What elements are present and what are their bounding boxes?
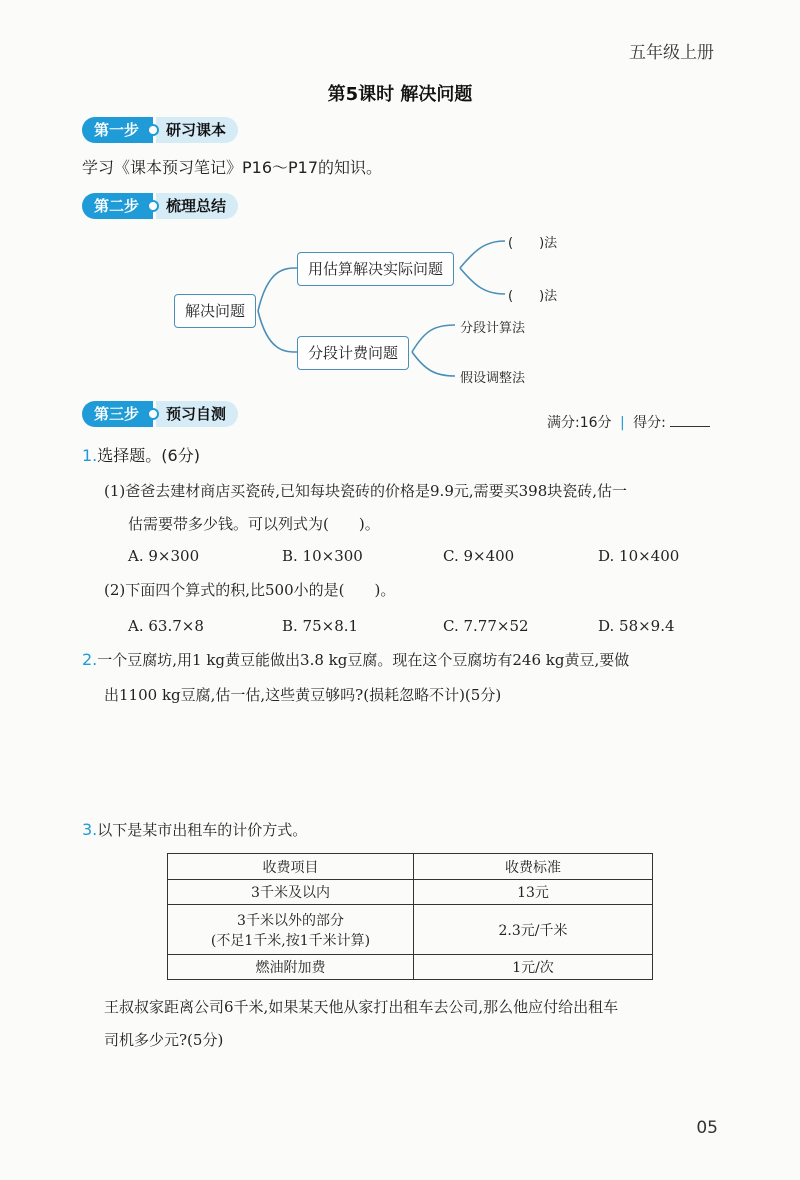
connector-branch2-leaf2 — [412, 352, 455, 376]
table-row — [168, 955, 653, 980]
mindmap-root: 解决问题 — [174, 294, 256, 328]
step3-dot-icon — [147, 408, 159, 420]
table-cell-item: 燃油附加费 — [168, 955, 414, 980]
q1-p1-line2: 估需要带多少钱。可以列式为( )。 — [128, 515, 380, 533]
step1-dot-icon — [147, 124, 159, 136]
q1-p2-option-a: A. 63.7×8 — [128, 617, 204, 635]
q2-text-line1: 一个豆腐坊,用1 kg黄豆能做出3.8 kg豆腐。现在这个豆腐坊有246 kg黄豆,要做 — [97, 651, 630, 669]
score-divider: | — [619, 415, 625, 431]
q1-p2-option-d: D. 58×9.4 — [598, 617, 675, 635]
score-blank — [670, 412, 710, 427]
table-cell-item: 3千米及以内 — [168, 880, 414, 905]
mindmap-branch-estimation: 用估算解决实际问题 — [297, 252, 454, 286]
step2-label: 第二步 — [82, 193, 153, 219]
table-cell-price: 2.3元/千米 — [414, 905, 653, 955]
q3-line2: 司机多少元?(5分) — [104, 1031, 224, 1049]
table-row — [168, 880, 653, 905]
table-header-row — [168, 854, 653, 880]
step2-dot-icon — [147, 200, 159, 212]
lesson-title: 第5课时 解决问题 — [327, 84, 473, 105]
q3-line1: 王叔叔家距离公司6千米,如果某天他从家打出租车去公司,那么他应付给出租车 — [104, 998, 619, 1016]
q3-title-row — [82, 815, 307, 845]
table-cell-item — [168, 905, 414, 955]
step1-subtitle: 研习课本 — [156, 117, 238, 143]
q1-p2-line: (2)下面四个算式的积,比500小的是( )。 — [104, 581, 396, 599]
table-cell-item-line1: 3千米以外的部分 — [237, 912, 344, 929]
q1-p1-option-b: B. 10×300 — [282, 547, 363, 565]
q2-number: 2. — [82, 650, 98, 669]
page-number: 05 — [696, 1118, 718, 1138]
step3-subtitle: 预习自测 — [156, 401, 238, 427]
mindmap-branch-segmented-fee: 分段计费问题 — [297, 336, 409, 370]
mindmap-leaf-blank-2: ( )法 — [508, 289, 558, 304]
q1-number: 1. — [82, 446, 98, 465]
q1-p1-option-a: A. 9×300 — [128, 547, 200, 565]
grade-label: 五年级上册 — [629, 43, 714, 63]
q1-p2-option-b: B. 75×8.1 — [282, 617, 359, 635]
q1-title-row — [82, 441, 200, 471]
table-header-price: 收费标准 — [414, 854, 653, 880]
q3-number: 3. — [82, 820, 98, 839]
connector-root-branch1 — [258, 268, 297, 311]
table-cell-price: 13元 — [414, 880, 653, 905]
connector-branch1-leaf2 — [460, 268, 505, 294]
table-cell-price: 1元/次 — [414, 955, 653, 980]
table-cell-item-line2: (不足1千米,按1千米计算) — [210, 932, 371, 949]
step3-banner — [82, 400, 238, 428]
table-row — [168, 905, 653, 955]
q3-title: 以下是某市出租车的计价方式。 — [97, 821, 308, 839]
connector-root-branch2 — [258, 311, 297, 352]
mindmap-leaf-segmented: 分段计算法 — [460, 321, 526, 336]
step2-subtitle: 梳理总结 — [156, 193, 238, 219]
step1-text: 学习《课本预习笔记》P16～P17的知识。 — [82, 158, 383, 177]
q1-title: 选择题。(6分) — [97, 446, 200, 465]
mindmap-leaf-assume: 假设调整法 — [460, 371, 526, 386]
q2-line2: 出1100 kg豆腐,估一估,这些黄豆够吗?(损耗忽略不计)(5分) — [104, 686, 502, 704]
step3-label: 第三步 — [82, 401, 153, 427]
step1-label: 第一步 — [82, 117, 153, 143]
taxi-fee-table — [167, 853, 653, 980]
connector-branch1-leaf1 — [460, 241, 505, 268]
q1-p1-option-c: C. 9×400 — [443, 547, 515, 565]
q1-p1-line1: (1)爸爸去建材商店买瓷砖,已知每块瓷砖的价格是9.9元,需要买398块瓷砖,估一 — [104, 482, 628, 500]
mindmap-leaf-blank-1: ( )法 — [508, 236, 558, 251]
q2-line1 — [82, 645, 629, 675]
q1-p1-option-d: D. 10×400 — [598, 547, 680, 565]
score-line — [547, 412, 710, 432]
q1-p2-option-c: C. 7.77×52 — [443, 617, 529, 635]
connector-branch2-leaf1 — [412, 325, 455, 352]
full-score: 满分:16分 — [547, 415, 612, 431]
score-label: 得分: — [633, 415, 666, 431]
table-header-item: 收费项目 — [168, 854, 414, 880]
